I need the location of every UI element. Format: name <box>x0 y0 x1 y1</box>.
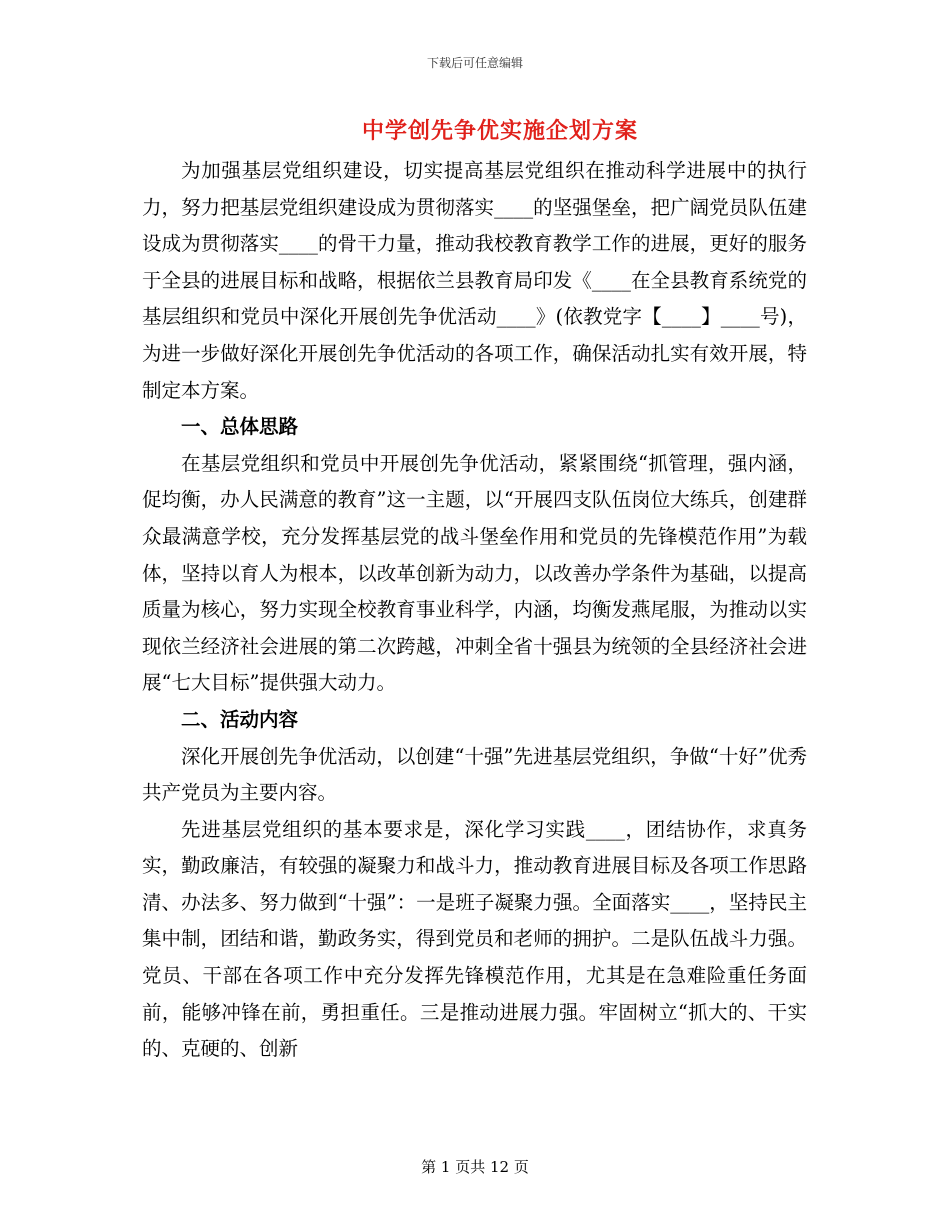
section-heading-activity-content: 二、活动内容 <box>181 707 299 731</box>
page-number: 第 1 页共 12 页 <box>421 1158 529 1176</box>
paragraph-activity-content: 深化开展创先争优活动，以创建“十强”先进基层党组织，争做“十好”优秀共产党员为主要内容。 <box>142 744 807 805</box>
document-body <box>142 153 807 1068</box>
paragraph-intro: 为加强基层党组织建设，切实提高基层党组织在推动科学进展中的执行力，努力把基层党组织建设成为贯彻落实____的坚强堡垒，把广阔党员队伍建设成为贯彻落实____的骨干力量，推动我校教育教学工作的进展，更好的服务于全县的进展目标和战略，根据依兰县教育局印发《____在全县教育系统党的基层组织和党员中深化开展创先争优活动____》(依教党字【____】____号)，为进一步做好深化开展创先争优活动的各项工作，确保活动扎实有效开展，特制定本方案。 <box>142 159 807 402</box>
section-heading-overall-approach: 一、总体思路 <box>181 415 299 439</box>
document-title: 中学创先争优实施企划方案 <box>361 118 638 144</box>
header-note: 下载后可任意编辑 <box>426 56 523 70</box>
paragraph-basic-requirements: 先进基层党组织的基本要求是，深化学习实践____，团结协作，求真务实，勤政廉洁，有较强的凝聚力和战斗力，推动教育进展目标及各项工作思路清、办法多、努力做到“十强”：一是班子凝聚力强。全面落实____，坚持民主集中制，团结和谐，勤政务实，得到党员和老师的拥护。二是队伍战斗力强。党员、干部在各项工作中充分发挥先锋模范作用，尤其是在急难险重任务面前，能够冲锋在前，勇担重任。三是推动进展力强。牢固树立“抓大的、干实的、克硬的、创新 <box>142 817 807 1061</box>
paragraph-overall-approach: 在基层党组织和党员中开展创先争优活动，紧紧围绕“抓管理，强内涵，促均衡，办人民满意的教育”这一主题，以“开展四支队伍岗位大练兵，创建群众最满意学校，充分发挥基层党的战斗堡垒作用和党员的先锋模范作用”为载体，坚持以育人为根本，以改革创新为动力，以改善办学条件为基础，以提高质量为核心，努力实现全校教育事业科学，内涵，均衡发燕尾服，为推动以实现依兰经济社会进展的第二次跨越，冲刺全省十强县为统领的全县经济社会进展“七大目标”提供强大动力。 <box>142 451 807 695</box>
